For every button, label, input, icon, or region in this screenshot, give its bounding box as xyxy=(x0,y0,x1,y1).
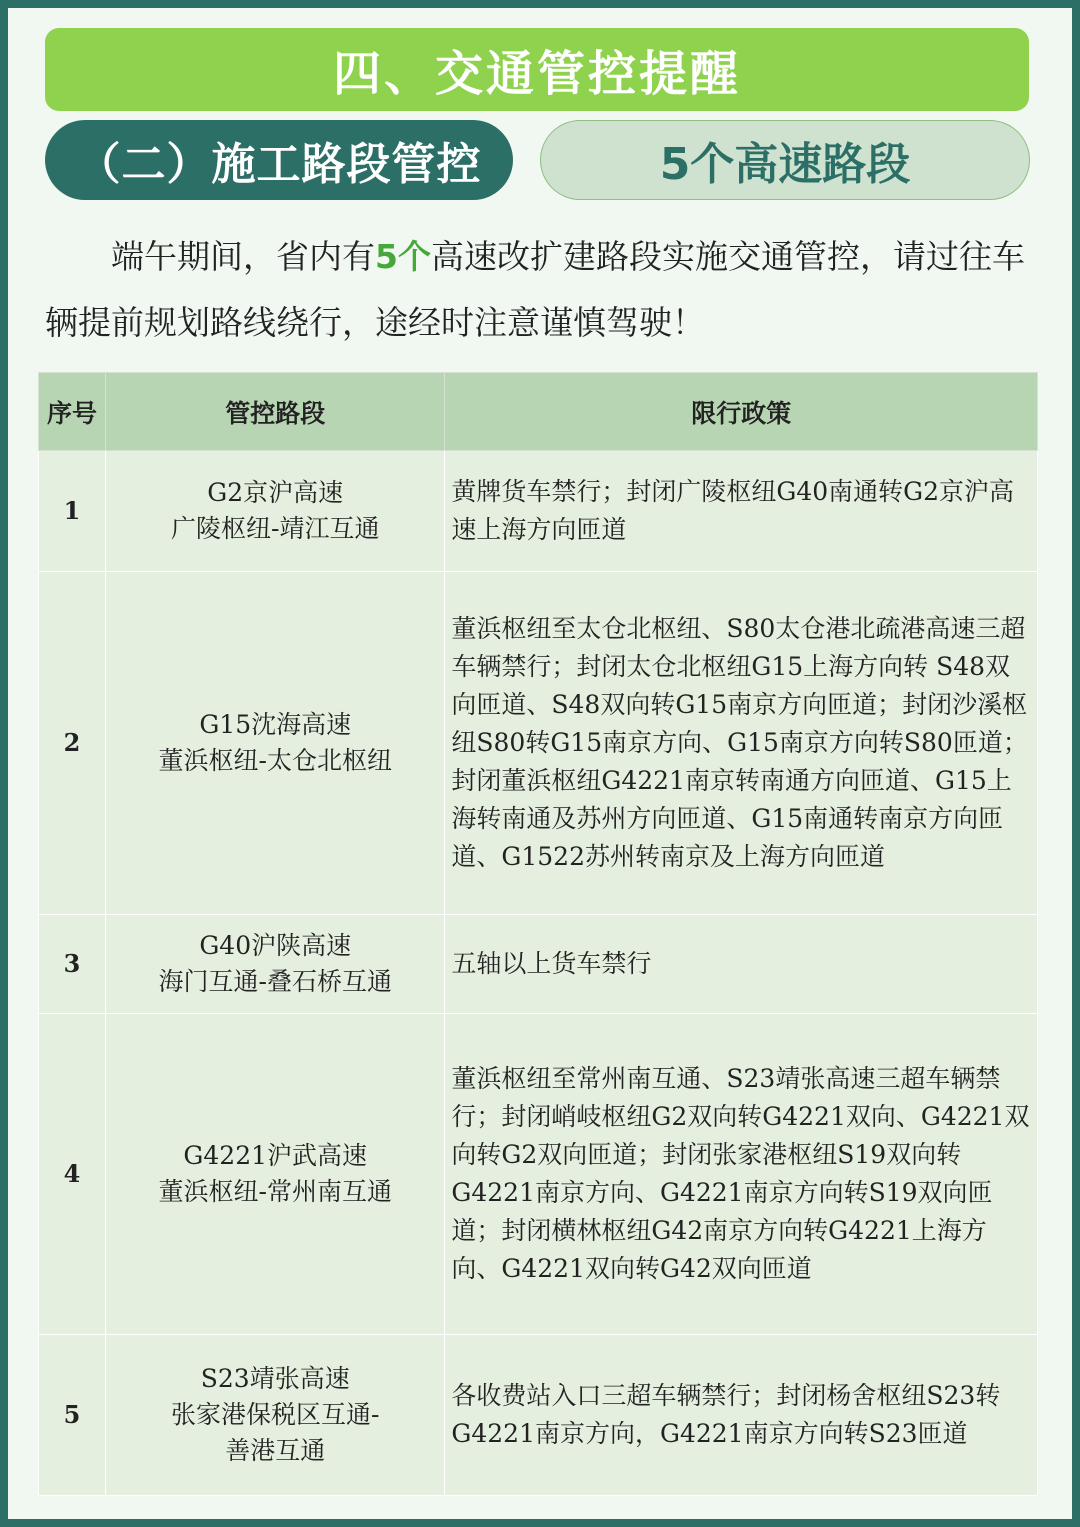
table-header-row xyxy=(39,373,1038,451)
route-highway: G40沪陕高速 xyxy=(199,931,352,960)
route-highway: G2京沪高速 xyxy=(207,478,344,507)
route-highway: S23靖张高速 xyxy=(200,1364,350,1393)
row-number: 3 xyxy=(39,915,106,1014)
control-table xyxy=(38,372,1038,1496)
header-number: 序号 xyxy=(39,373,106,451)
row-policy: 黄牌货车禁行；封闭广陵枢纽G40南通转G2京沪高速上海方向匝道 xyxy=(445,451,1038,572)
intro-text-end: 高速改扩建路段实施交通管控，请过往车辆提前规划路线绕行，途经时注意谨慎驾驶！ xyxy=(45,237,1025,342)
row-number: 2 xyxy=(39,572,106,915)
intro-text-start: 端午期间，省内有 xyxy=(111,237,375,276)
header-route: 管控路段 xyxy=(106,373,445,451)
row-route xyxy=(106,451,445,572)
row-policy: 董浜枢纽至太仓北枢纽、S80太仓港北疏港高速三超车辆禁行；封闭太仓北枢纽G15上海方向转 S48双向匝道、S48双向转G15南京方向匝道；封闭沙溪枢纽S80转G15南京方向、G15南京方向转S80匝道；封闭董浜枢纽G4221南京转南通方向匝道、G15上海转南通及苏州方向匝道、G15南通转南京方向匝道、G1522苏州转南京及上海方向匝道 xyxy=(445,572,1038,915)
count-badge: 5个高速路段 xyxy=(540,120,1030,200)
row-number: 1 xyxy=(39,451,106,572)
route-segment: 海门互通-叠石桥互通 xyxy=(158,967,392,996)
section-label: （二）施工路段管控 xyxy=(45,120,513,200)
row-route xyxy=(106,1014,445,1335)
row-route xyxy=(106,1335,445,1496)
row-number: 4 xyxy=(39,1014,106,1335)
row-policy: 五轴以上货车禁行 xyxy=(445,915,1038,1014)
table-row xyxy=(39,451,1038,572)
route-segment: 广陵枢纽-靖江互通 xyxy=(171,514,380,543)
table-row xyxy=(39,1335,1038,1496)
route-highway: G4221沪武高速 xyxy=(183,1141,368,1170)
row-policy: 各收费站入口三超车辆禁行；封闭杨舍枢纽S23转G4221南京方向，G4221南京方向转S23匝道 xyxy=(445,1335,1038,1496)
route-segment: 董浜枢纽-太仓北枢纽 xyxy=(158,746,392,775)
route-segment: 张家港保税区互通- xyxy=(171,1400,380,1429)
intro-highlight: 5个 xyxy=(375,237,431,276)
intro-paragraph xyxy=(45,224,1035,356)
header-policy: 限行政策 xyxy=(445,373,1038,451)
table-row xyxy=(39,915,1038,1014)
route-highway: G15沈海高速 xyxy=(199,710,352,739)
page-title: 四、交通管控提醒 xyxy=(45,28,1029,111)
route-segment: 董浜枢纽-常州南互通 xyxy=(158,1177,392,1206)
row-route xyxy=(106,915,445,1014)
table-row xyxy=(39,1014,1038,1335)
row-number: 5 xyxy=(39,1335,106,1496)
row-policy: 董浜枢纽至常州南互通、S23靖张高速三超车辆禁行；封闭峭岐枢纽G2双向转G4221双向、G4221双向转G2双向匝道；封闭张家港枢纽S19双向转G4221南京方向、G4221南京方向转S19双向匝道；封闭横林枢纽G42南京方向转G4221上海方向、G4221双向转G42双向匝道 xyxy=(445,1014,1038,1335)
route-segment-end: 善港互通 xyxy=(225,1436,326,1465)
row-route xyxy=(106,572,445,915)
table-row xyxy=(39,572,1038,915)
